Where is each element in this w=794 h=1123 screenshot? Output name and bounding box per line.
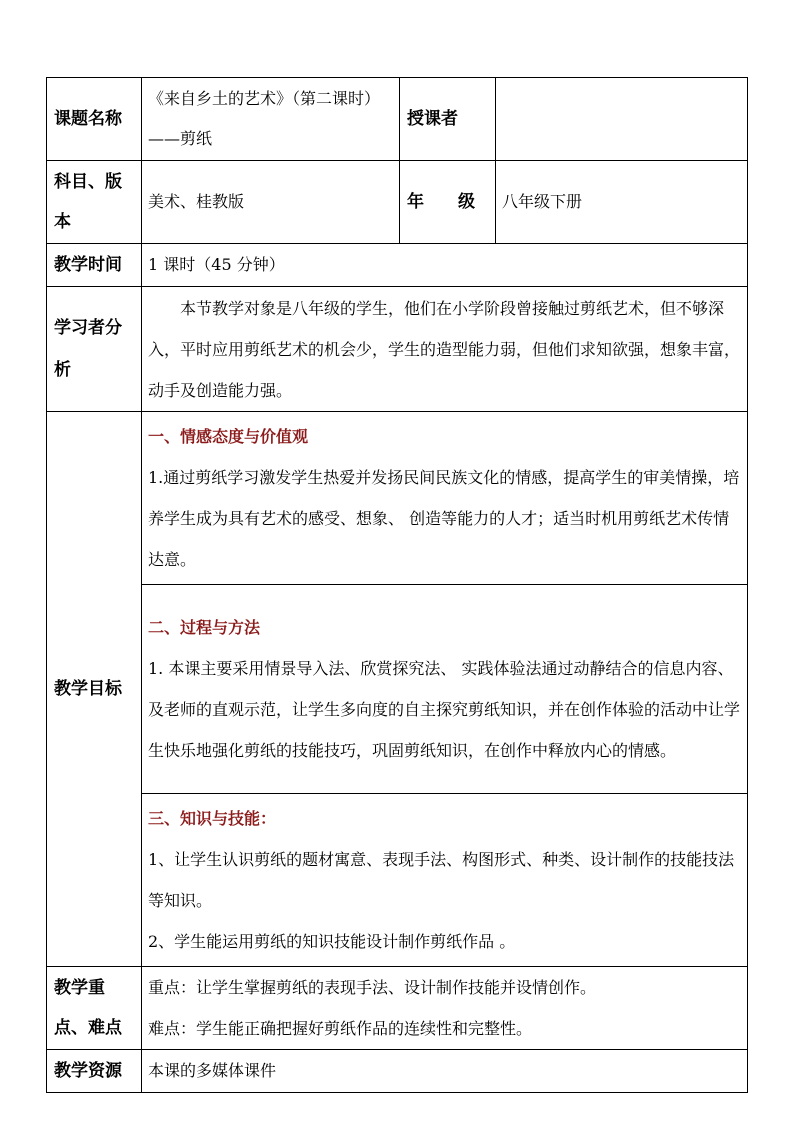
- teacher-label: 授课者: [400, 78, 496, 161]
- title-value: 《来自乡土的艺术》（第二课时）——剪纸: [142, 78, 400, 161]
- resources-label: 教学资源: [47, 1050, 142, 1093]
- keypoints-focus: 重点：让学生掌握剪纸的表现手法、设计制作技能并设情创作。: [148, 978, 597, 997]
- row-subject: [47, 161, 748, 244]
- goal-heading-2: 二、过程与方法: [148, 618, 261, 637]
- grade-label: 年 级: [400, 161, 496, 244]
- keypoints-difficulty: 难点：学生能正确把握好剪纸作品的连续性和完整性。: [148, 1019, 533, 1038]
- goal-paragraph-3-2: 2、学生能运用剪纸的知识技能设计制作剪纸作品 。: [148, 932, 516, 951]
- goal-paragraph-3-1: 1、让学生认识剪纸的题材寓意、表现手法、构图形式、种类、设计制作的技能技法等知识。: [148, 850, 735, 910]
- row-learner: [47, 287, 748, 412]
- teacher-value: [496, 78, 748, 161]
- goal-heading-1: 一、情感态度与价值观: [148, 427, 309, 446]
- time-value: 1 课时（45 分钟）: [142, 244, 748, 287]
- goal-heading-3: 三、知识与技能：: [148, 809, 277, 828]
- goals-label: 教学目标: [47, 412, 142, 967]
- row-resources: [47, 1050, 748, 1093]
- resources-value: 本课的多媒体课件: [142, 1050, 748, 1093]
- row-goal-2: [47, 585, 748, 794]
- learner-label: 学习者分析: [47, 287, 142, 412]
- lesson-plan-table: [46, 77, 748, 1093]
- subject-label: 科目、版本: [47, 161, 142, 244]
- row-keypoints: [47, 967, 748, 1050]
- goal-paragraph-2-1: 1. 本课主要采用情景导入法、欣赏探究法、 实践体验法通过动静结合的信息内容、及老师的直观示范，让学生多向度的自主探究剪纸知识，并在创作体验的活动中让学生快乐地强化剪纸的技能技巧，巩固剪纸知识，在创作中释放内心的情感。: [148, 659, 741, 760]
- keypoints-label: 教学重点、难点: [47, 967, 142, 1050]
- row-goal-1: [47, 412, 748, 585]
- row-time: [47, 244, 748, 287]
- title-label: 课题名称: [47, 78, 142, 161]
- row-title: [47, 78, 748, 161]
- time-label: 教学时间: [47, 244, 142, 287]
- goal-section-2: [142, 585, 748, 794]
- row-goal-3: [47, 794, 748, 967]
- goal-section-3: [142, 794, 748, 967]
- subject-value: 美术、桂教版: [142, 161, 400, 244]
- learner-value: 本节教学对象是八年级的学生，他们在小学阶段曾接触过剪纸艺术，但不够深入，平时应用剪纸艺术的机会少，学生的造型能力弱，但他们求知欲强，想象丰富，动手及创造能力强。: [142, 287, 748, 412]
- goal-paragraph-1-1: 1.通过剪纸学习激发学生热爱并发扬民间民族文化的情感，提高学生的审美情操，培养学生成为具有艺术的感受、想象、 创造等能力的人才；适当时机用剪纸艺术传情达意。: [148, 468, 740, 569]
- keypoints-value: [142, 967, 748, 1050]
- grade-value: 八年级下册: [496, 161, 748, 244]
- goal-section-1: [142, 412, 748, 585]
